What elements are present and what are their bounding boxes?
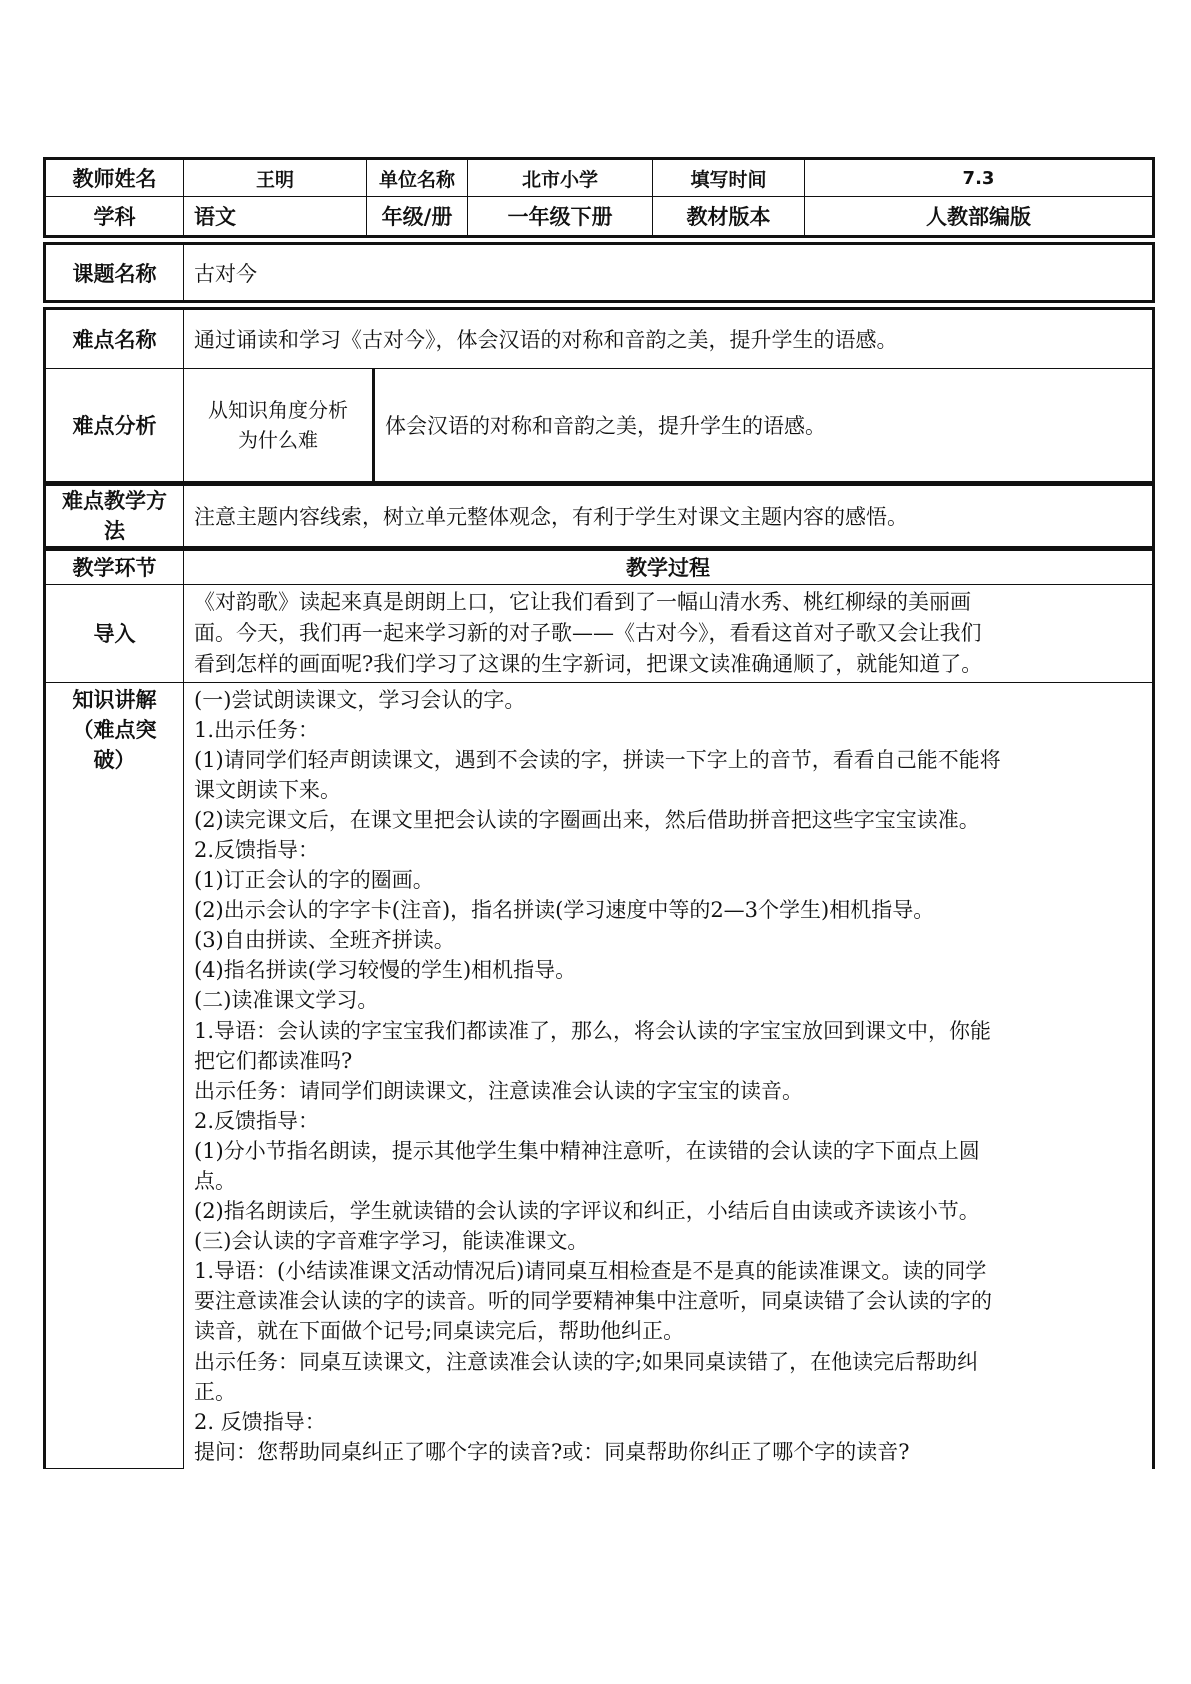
stage-header: 教学环节 [45,550,184,584]
knowledge-line: 点。 [194,1169,236,1193]
grade-value: 一年级下册 [468,197,653,237]
knowledge-line: (2)读完课文后，在课文里把会认读的字圈画出来，然后借助拼音把这些字宝宝读准。 [194,807,980,832]
intro-label: 导入 [45,584,184,682]
intro-content [184,584,1154,682]
teacher-name-value: 王明 [184,159,367,197]
knowledge-label-line-1: 知识讲解 [72,687,157,712]
subject-value: 语文 [184,197,367,237]
knowledge-line: (2)出示会认的字字卡(注音)，指名拼读(学习速度中等的2—3个学生)相机指导。 [194,898,935,923]
topic-table [43,242,1155,303]
analysis-value: 体会汉语的对称和音韵之美，提升学生的语感。 [374,369,1154,483]
knowledge-line: (1)分小节指名朗读，提示其他学生集中精神注意听，在读错的会认读的字下面点上圆 [194,1138,980,1163]
knowledge-line: (二)读准课文学习。 [194,988,379,1013]
teacher-name-label: 教师姓名 [45,159,184,197]
knowledge-line: 1.导语：(小结读准课文活动情况后)请同桌互相检查是不是真的能读准课文。读的同学 [194,1259,987,1284]
topic-value: 古对今 [184,244,1154,302]
knowledge-label-line-2: （难点突 [72,717,157,742]
subject-label: 学科 [45,197,184,237]
edition-value: 人教部编版 [805,197,1154,237]
knowledge-line: (1)请同学们轻声朗读课文，遇到不会读的字，拼读一下字上的音节，看看自己能不能将 [194,747,1001,772]
analysis-sublabel-line-1: 从知识角度分析 [208,398,348,422]
knowledge-content [184,682,1154,1469]
difficulty-value: 通过诵读和学习《古对今》，体会汉语的对称和音韵之美，提升学生的语感。 [184,309,1154,369]
edition-label: 教材版本 [653,197,805,237]
intro-line: 面。今天，我们再一起来学习新的对子歌——《古对今》，看看这首对子歌又会让我们 [194,620,982,645]
knowledge-line: 把它们都读准吗? [194,1048,353,1073]
knowledge-line: (一)尝试朗读课文，学习会认的字。 [194,687,526,712]
lesson-plan-sheet [43,157,1155,1469]
fill-date-label: 填写时间 [653,159,805,197]
method-label-line-1: 难点教学方 [62,489,167,513]
grade-label: 年级/册 [367,197,468,237]
knowledge-line: (三)会认读的字音难字学习，能读准课文。 [194,1229,589,1254]
knowledge-line: (2)指名朗读后，学生就读错的会认读的字评议和纠正，小结后自由读或齐读该小节。 [194,1199,980,1224]
knowledge-line: 1.导语：会认读的字宝宝我们都读准了，那么，将会认读的字宝宝放回到课文中，你能 [194,1018,992,1043]
knowledge-line: 正。 [194,1379,236,1404]
knowledge-line: 2.反馈指导： [194,1108,320,1133]
unit-name-label: 单位名称 [367,159,468,197]
analysis-sublabel [184,369,374,483]
knowledge-line: 出示任务：请同学们朗读课文，注意读准会认读的字宝宝的读音。 [194,1078,803,1103]
topic-label: 课题名称 [45,244,184,302]
unit-name-value: 北市小学 [468,159,653,197]
knowledge-line: 1.出示任务： [194,717,320,742]
knowledge-line: 读音，就在下面做个记号;同桌读完后，帮助他纠正。 [194,1319,685,1344]
method-table [43,484,1155,549]
analysis-sublabel-line-2: 为什么难 [238,428,318,452]
analysis-label: 难点分析 [45,369,184,483]
difficulty-table [43,307,1155,484]
knowledge-label-line-3: 破） [93,747,136,772]
knowledge-line: 提问：您帮助同桌纠正了哪个字的读音?或：同桌帮助你纠正了哪个字的读音? [194,1439,910,1464]
knowledge-line: 要注意读准会认读的字的读音。听的同学要精神集中注意听，同桌读错了会认读的字的 [194,1289,992,1314]
method-value: 注意主题内容线索，树立单元整体观念，有利于学生对课文主题内容的感悟。 [184,485,1154,548]
knowledge-line: 2. 反馈指导： [194,1409,326,1434]
method-label [45,485,184,548]
knowledge-line: (3)自由拼读、全班齐拼读。 [194,928,455,953]
process-header: 教学过程 [184,550,1154,584]
knowledge-line: 出示任务：同桌互读课文，注意读准会认读的字;如果同桌读错了，在他读完后帮助纠 [194,1349,979,1374]
knowledge-line: (4)指名拼读(学习较慢的学生)相机指导。 [194,958,577,983]
info-table [43,157,1155,238]
knowledge-line: 2.反馈指导： [194,837,320,862]
knowledge-line: 课文朗读下来。 [194,777,341,802]
method-label-line-2: 法 [104,519,125,543]
knowledge-line: (1)订正会认的字的圈画。 [194,868,434,893]
intro-line: 《对韵歌》读起来真是朗朗上口，它让我们看到了一幅山清水秀、桃红柳绿的美丽画 [194,589,971,614]
intro-line: 看到怎样的画面呢?我们学习了这课的生字新词，把课文读准确通顺了，就能知道了。 [194,651,983,676]
knowledge-label [45,682,184,1469]
difficulty-label: 难点名称 [45,309,184,369]
process-table [43,549,1155,1469]
fill-date-value: 7.3 [805,159,1154,197]
